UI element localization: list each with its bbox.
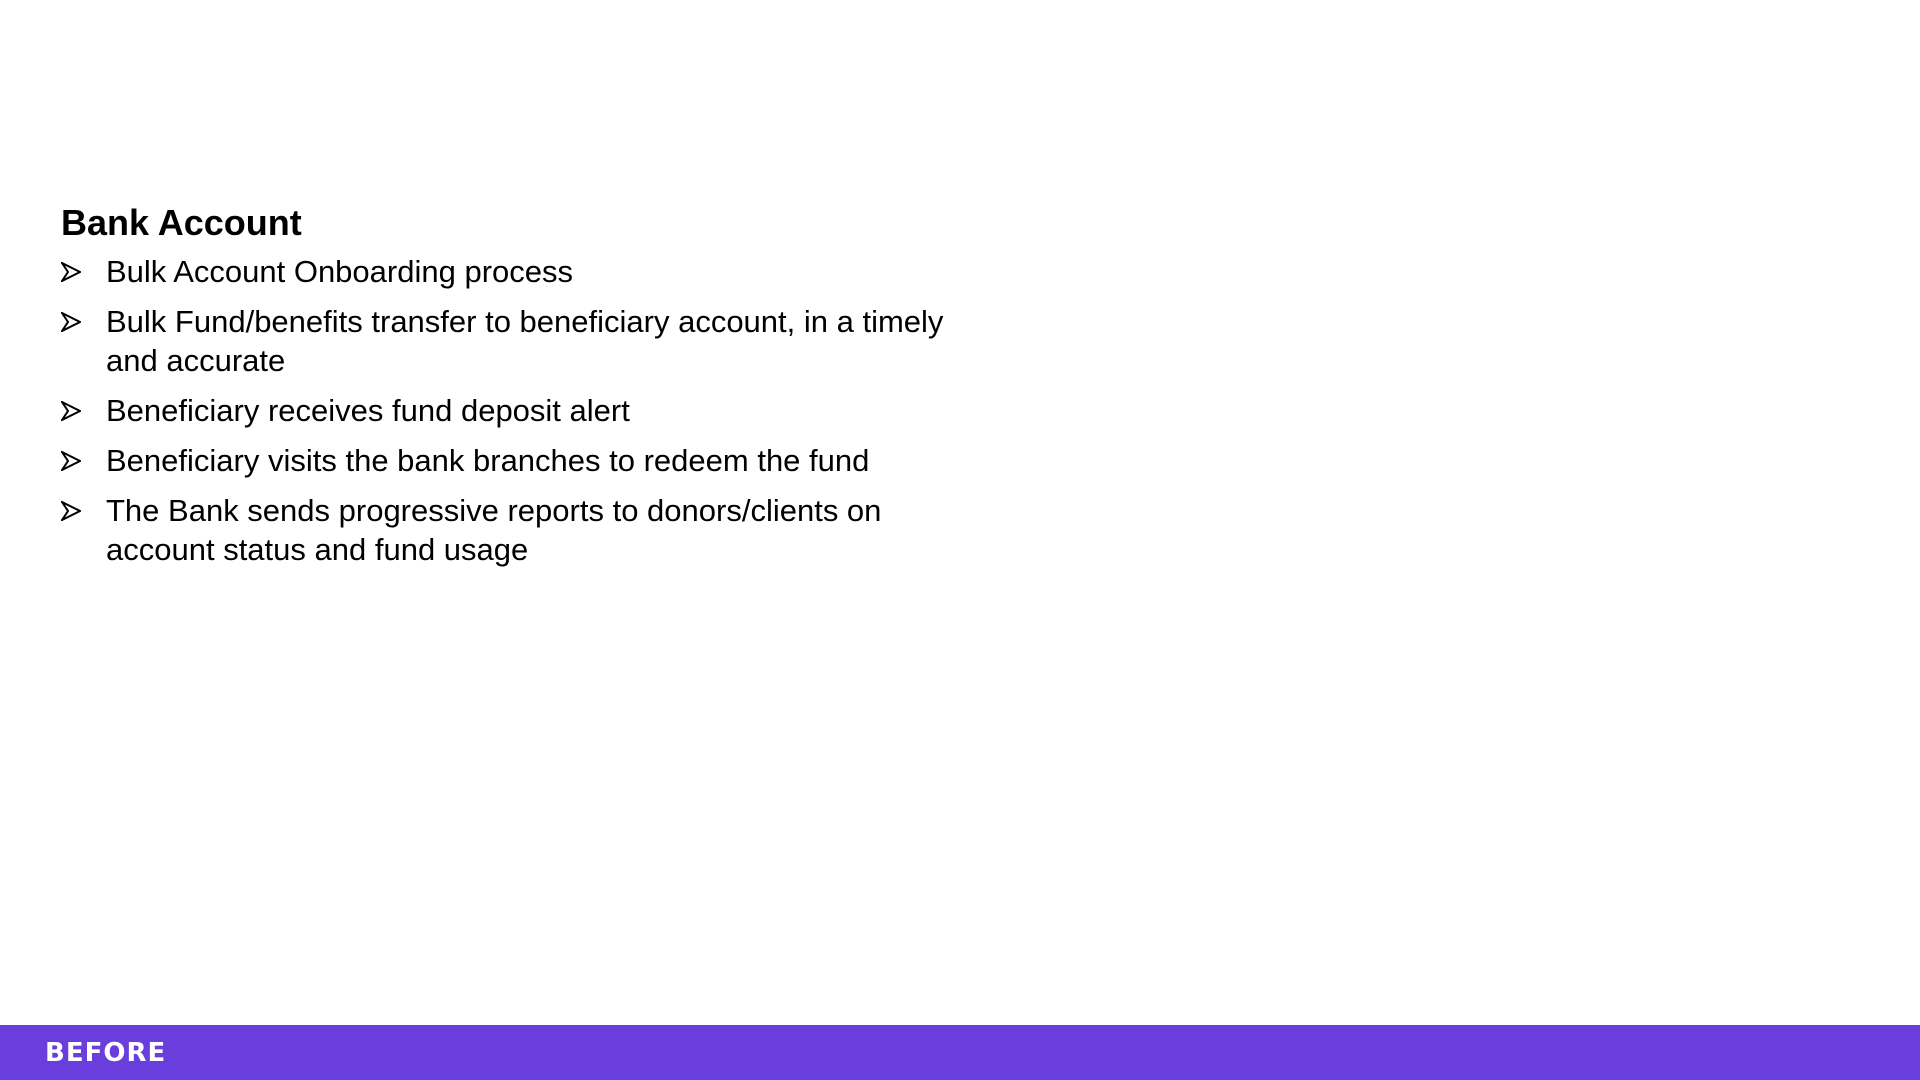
footer-bar	[0, 1025, 1920, 1080]
arrowhead-bullet-icon	[61, 391, 106, 430]
list-item	[61, 441, 961, 480]
bullet-text: The Bank sends progressive reports to donors/clients on account status and fund usage	[106, 493, 882, 567]
list-item	[61, 391, 961, 430]
slide-content	[61, 198, 961, 580]
list-item	[61, 302, 961, 380]
list-item	[61, 252, 961, 291]
bullet-text: Bulk Account Onboarding process	[106, 254, 573, 289]
arrowhead-bullet-icon	[61, 441, 106, 480]
arrowhead-bullet-icon	[61, 252, 106, 291]
list-item	[61, 491, 961, 569]
bullet-text: Beneficiary receives fund deposit alert	[106, 393, 630, 428]
bullet-list	[61, 252, 961, 569]
bullet-text: Beneficiary visits the bank branches to redeem the fund	[106, 443, 870, 478]
arrowhead-bullet-icon	[61, 491, 106, 530]
bullet-text: Bulk Fund/benefits transfer to beneficiary account, in a timely and accurate	[106, 304, 944, 378]
arrowhead-bullet-icon	[61, 302, 106, 341]
slide-heading: Bank Account	[61, 202, 302, 243]
footer-label: BEFORE	[45, 1037, 167, 1068]
